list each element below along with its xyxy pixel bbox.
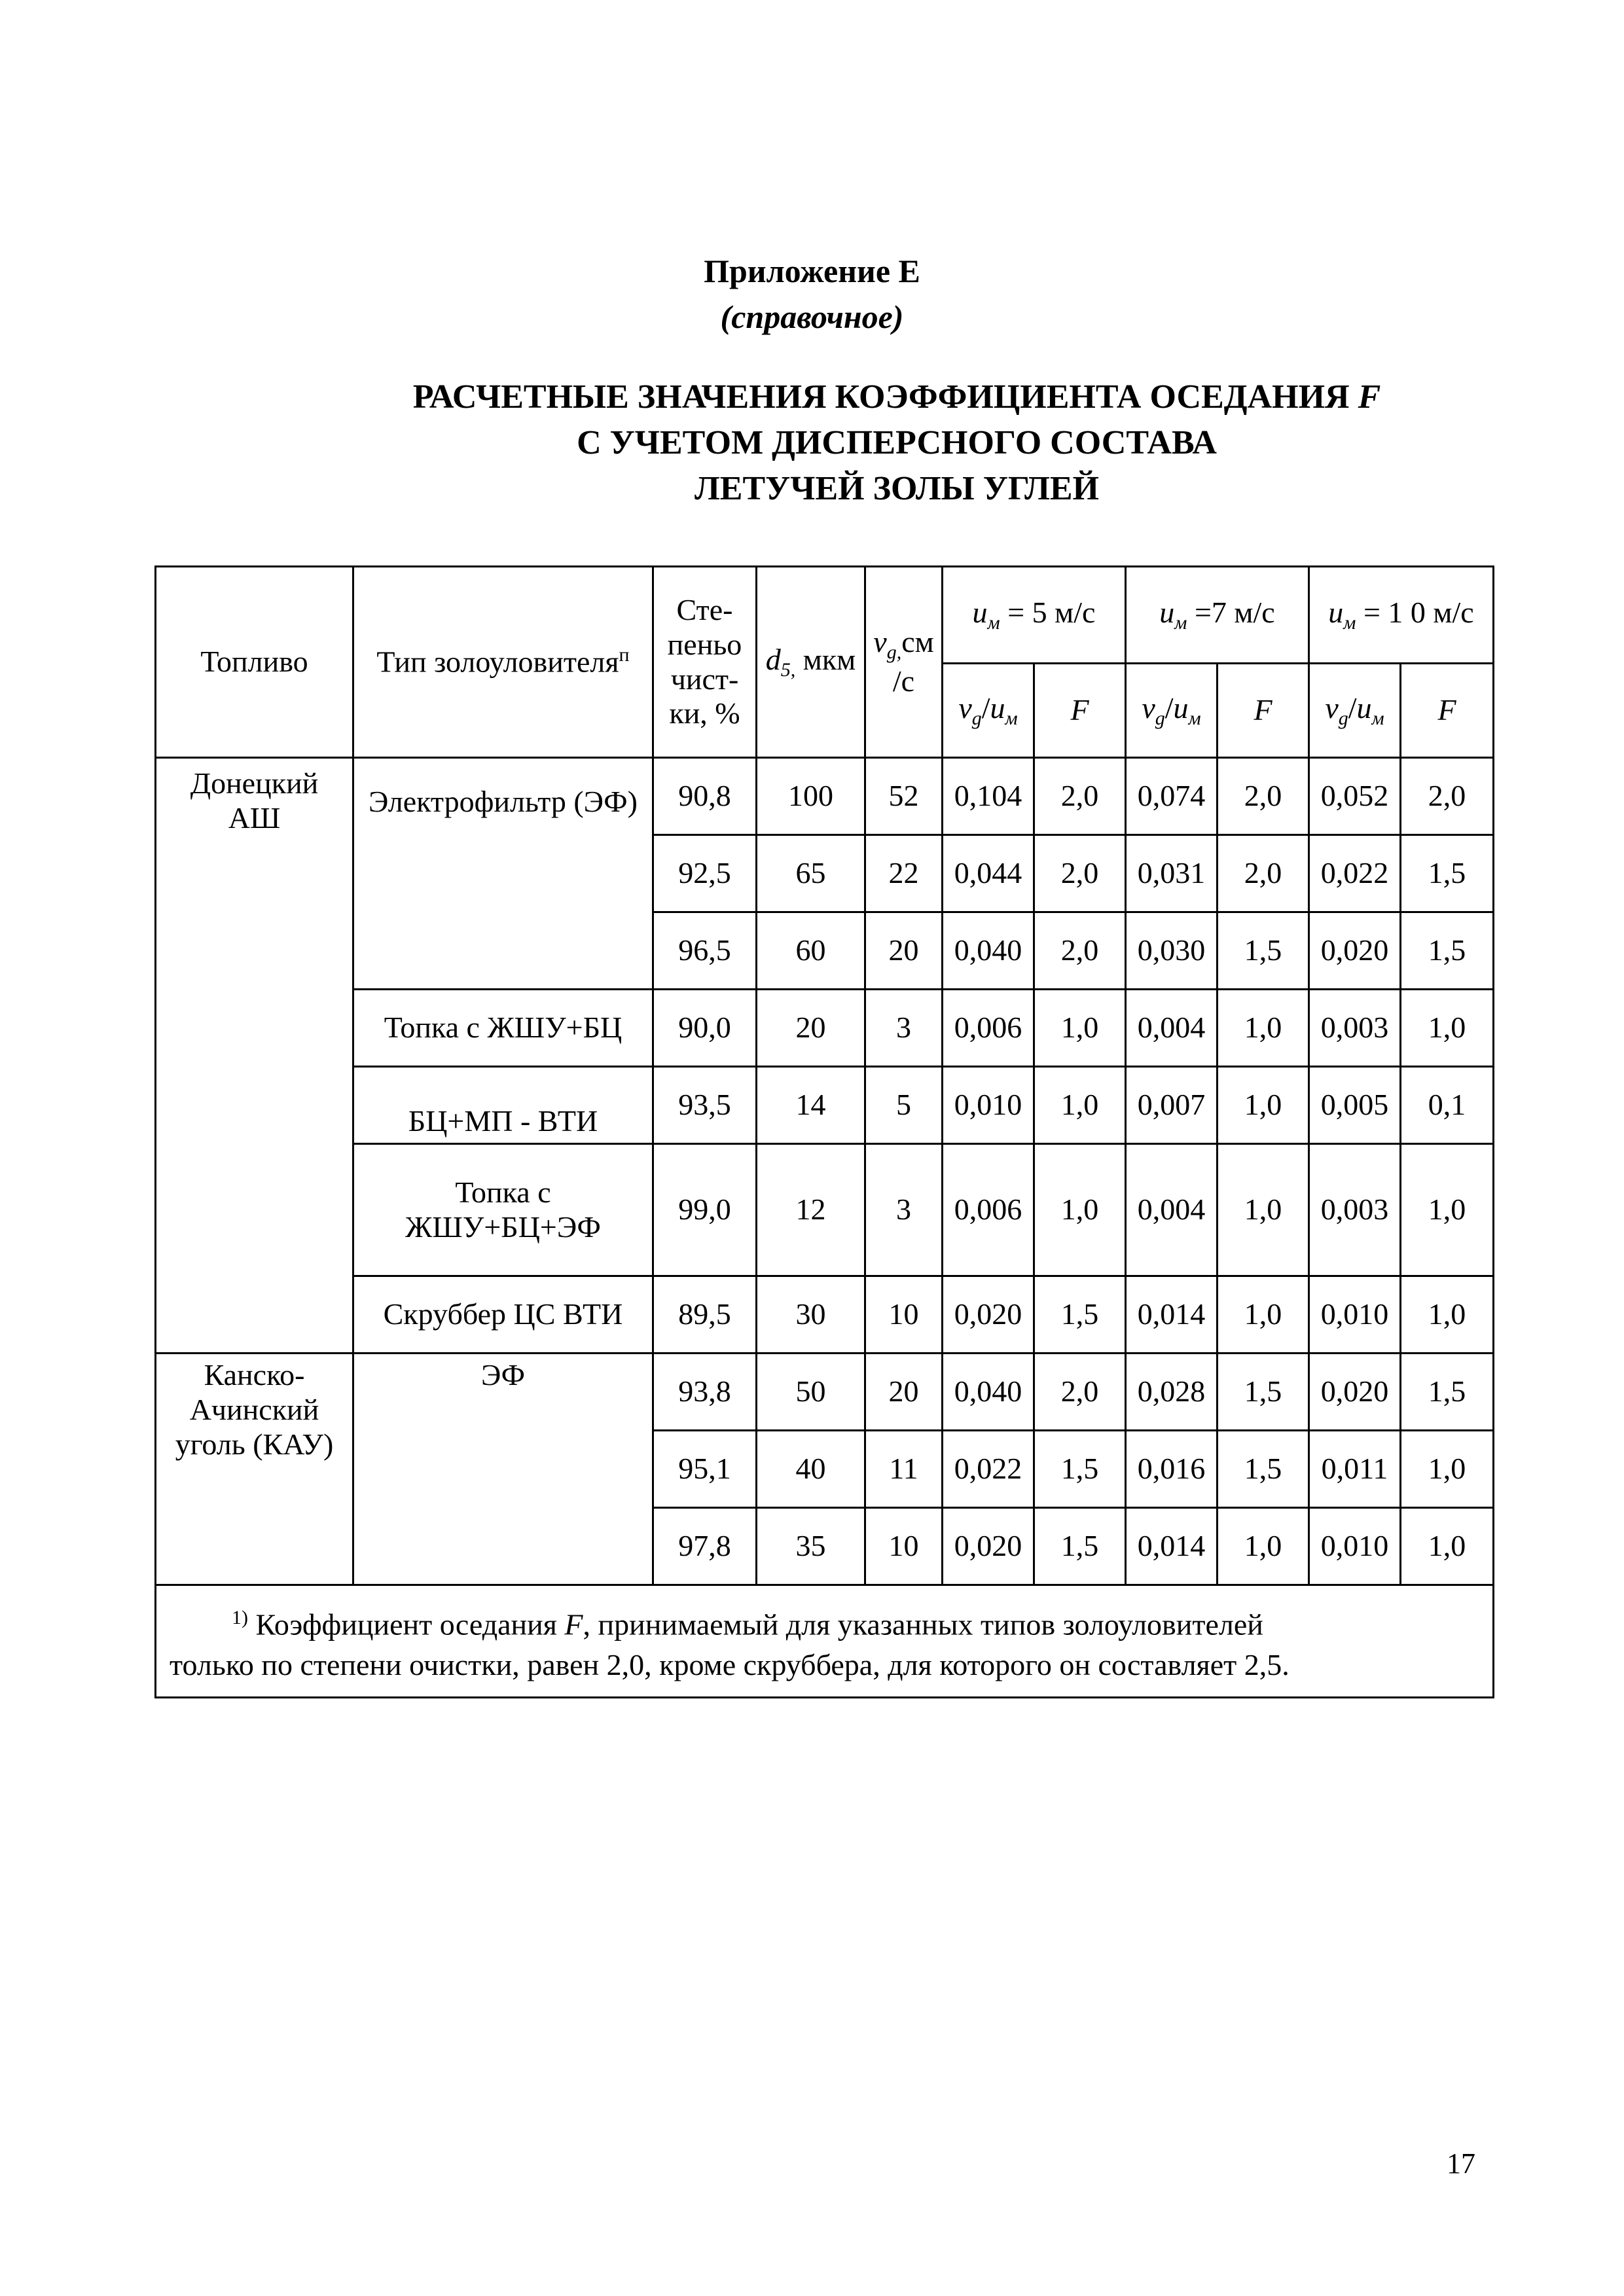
table-row: [156, 1276, 1494, 1354]
cell-d5: 20: [757, 990, 865, 1067]
cell-F-5: 2,0: [1034, 912, 1126, 990]
cell-ratio-5: 0,006: [943, 1144, 1034, 1276]
cell-ratio-5: 0,044: [943, 835, 1034, 912]
cell-F-5: 1,0: [1034, 1067, 1126, 1144]
cell-F-10: 2,0: [1401, 758, 1494, 835]
fuel-donetsk: Донецкий АШ: [156, 758, 353, 1354]
cell-F-7: 1,0: [1218, 1276, 1309, 1354]
header-um-5: $u_м = 5$ м/с: [943, 567, 1126, 664]
cell-ratio-10: 0,003: [1309, 1144, 1401, 1276]
collector-electrofilter: Электрофильтр (ЭФ): [353, 758, 653, 990]
cell-d5: 50: [757, 1354, 865, 1431]
cell-degree: 89,5: [653, 1276, 757, 1354]
cell-F-7: 1,5: [1218, 1431, 1309, 1508]
table-row: [156, 758, 1494, 835]
cell-F-10: 1,0: [1401, 1508, 1494, 1585]
cell-ratio-10: 0,003: [1309, 990, 1401, 1067]
cell-F-7: 1,0: [1218, 1067, 1309, 1144]
cell-degree: 93,8: [653, 1354, 757, 1431]
cell-F-5: 2,0: [1034, 758, 1126, 835]
cell-F-5: 1,0: [1034, 1144, 1126, 1276]
cell-vg: 20: [865, 1354, 943, 1431]
cell-F-10: 1,5: [1401, 912, 1494, 990]
cell-F-10: 1,0: [1401, 990, 1494, 1067]
cell-F-5: 1,5: [1034, 1508, 1126, 1585]
header-ratio: $v_g/u_м$: [1126, 664, 1218, 758]
cell-ratio-5: 0,040: [943, 912, 1034, 990]
cell-ratio-10: 0,011: [1309, 1431, 1401, 1508]
header-vg: $v_{g,}см$ /с: [865, 567, 943, 758]
cell-F-7: 2,0: [1218, 758, 1309, 835]
cell-ratio-5: 0,006: [943, 990, 1034, 1067]
cell-degree: 92,5: [653, 835, 757, 912]
settling-coefficient-table: [154, 565, 1494, 1698]
cell-vg: 52: [865, 758, 943, 835]
header-F: F: [1401, 664, 1494, 758]
cell-F-7: 1,0: [1218, 1508, 1309, 1585]
cell-F-5: 2,0: [1034, 835, 1126, 912]
cell-d5: 30: [757, 1276, 865, 1354]
cell-ratio-7: 0,074: [1126, 758, 1218, 835]
cell-degree: 90,0: [653, 990, 757, 1067]
cell-F-10: 0,1: [1401, 1067, 1494, 1144]
cell-vg: 11: [865, 1431, 943, 1508]
cell-ratio-7: 0,028: [1126, 1354, 1218, 1431]
table-row: [156, 1144, 1494, 1276]
cell-F-7: 1,0: [1218, 990, 1309, 1067]
cell-F-5: 2,0: [1034, 1354, 1126, 1431]
cell-d5: 14: [757, 1067, 865, 1144]
cell-degree: 93,5: [653, 1067, 757, 1144]
cell-ratio-5: 0,020: [943, 1508, 1034, 1585]
cell-degree: 96,5: [653, 912, 757, 990]
cell-ratio-10: 0,020: [1309, 912, 1401, 990]
cell-d5: 100: [757, 758, 865, 835]
cell-d5: 40: [757, 1431, 865, 1508]
cell-degree: 95,1: [653, 1431, 757, 1508]
cell-d5: 65: [757, 835, 865, 912]
cell-ratio-10: 0,010: [1309, 1508, 1401, 1585]
cell-vg: 10: [865, 1276, 943, 1354]
collector-scrubber: Скруббер ЦС ВТИ: [353, 1276, 653, 1354]
title-line-3: ЛЕТУЧЕЙ ЗОЛЫ УГЛЕЙ: [695, 470, 1099, 507]
cell-d5: 60: [757, 912, 865, 990]
cell-F-10: 1,5: [1401, 1354, 1494, 1431]
cell-ratio-7: 0,030: [1126, 912, 1218, 990]
header-F: F: [1034, 664, 1126, 758]
cell-ratio-7: 0,004: [1126, 990, 1218, 1067]
cell-ratio-10: 0,020: [1309, 1354, 1401, 1431]
cell-ratio-10: 0,052: [1309, 758, 1401, 835]
cell-vg: 22: [865, 835, 943, 912]
cell-ratio-10: 0,010: [1309, 1276, 1401, 1354]
header-d5: $d_{5,}$ мкм: [757, 567, 865, 758]
cell-vg: 3: [865, 990, 943, 1067]
collector-furnace-bc: Топка с ЖШУ+БЦ: [353, 990, 653, 1067]
cell-ratio-5: 0,040: [943, 1354, 1034, 1431]
cell-ratio-5: 0,010: [943, 1067, 1034, 1144]
header-um-10: $u_м = 1$ 0 м/с: [1309, 567, 1494, 664]
fuel-kau: Канско- Ачинский уголь (КАУ): [156, 1354, 353, 1585]
cell-F-5: 1,5: [1034, 1276, 1126, 1354]
cell-F-10: 1,0: [1401, 1431, 1494, 1508]
cell-d5: 35: [757, 1508, 865, 1585]
collector-furnace-bc-ef: Топка с ЖШУ+БЦ+ЭФ: [353, 1144, 653, 1276]
appendix-label: Приложение Е: [704, 253, 920, 289]
header-fuel: Топливо: [156, 567, 353, 758]
cell-vg: 20: [865, 912, 943, 990]
cell-F-10: 1,5: [1401, 835, 1494, 912]
table-row: [156, 1067, 1494, 1144]
cell-degree: 97,8: [653, 1508, 757, 1585]
collector-bc-mp-vti: БЦ+МП - ВТИ: [353, 1067, 653, 1144]
cell-d5: 12: [757, 1144, 865, 1276]
cell-ratio-7: 0,014: [1126, 1508, 1218, 1585]
cell-ratio-10: 0,005: [1309, 1067, 1401, 1144]
collector-ef: ЭФ: [353, 1354, 653, 1585]
cell-ratio-7: 0,007: [1126, 1067, 1218, 1144]
title-line-2: С УЧЕТОМ ДИСПЕРСНОГО СОСТАВА: [577, 424, 1217, 461]
cell-F-10: 1,0: [1401, 1144, 1494, 1276]
cell-ratio-5: 0,022: [943, 1431, 1034, 1508]
cell-ratio-7: 0,004: [1126, 1144, 1218, 1276]
reference-label: (справочное): [720, 298, 904, 335]
header-um-7: $u_м =7$ м/с: [1126, 567, 1309, 664]
cell-ratio-10: 0,022: [1309, 835, 1401, 912]
header-ratio: $v_g/u_м$: [1309, 664, 1401, 758]
cell-F-7: 1,0: [1218, 1144, 1309, 1276]
header-F: F: [1218, 664, 1309, 758]
title-line-1: РАСЧЕТНЫЕ ЗНАЧЕНИЯ КОЭФФИЦИЕНТА ОСЕДАНИЯ F: [412, 378, 1381, 416]
cell-ratio-5: 0,104: [943, 758, 1034, 835]
cell-F-5: 1,0: [1034, 990, 1126, 1067]
header-ratio: $v_g/u_м$: [943, 664, 1034, 758]
table-row: [156, 1354, 1494, 1431]
cell-ratio-5: 0,020: [943, 1276, 1034, 1354]
cell-ratio-7: 0,031: [1126, 835, 1218, 912]
cell-F-7: 1,5: [1218, 1354, 1309, 1431]
cell-vg: 3: [865, 1144, 943, 1276]
cell-ratio-7: 0,016: [1126, 1431, 1218, 1508]
header-collector-type: Тип золоуловителя$^п$: [353, 567, 653, 758]
page-number: 17: [1447, 2147, 1475, 2179]
cell-F-7: 1,5: [1218, 912, 1309, 990]
document-title: [353, 374, 1440, 512]
cell-vg: 10: [865, 1508, 943, 1585]
cell-degree: 99,0: [653, 1144, 757, 1276]
table-row: [156, 990, 1494, 1067]
cell-F-7: 2,0: [1218, 835, 1309, 912]
cell-degree: 90,8: [653, 758, 757, 835]
table-footnote: $^{1)}$ Коэффициент оседания F, принимаемый для указанных типов золоуловителей только по степени очистки, равен 2,0, кроме скруббера, для которого он составляет 2,5.: [156, 1585, 1494, 1698]
cell-vg: 5: [865, 1067, 943, 1144]
cell-ratio-7: 0,014: [1126, 1276, 1218, 1354]
header-cleaning-degree: Сте- пеньо чист- ки, %: [653, 567, 757, 758]
cell-F-5: 1,5: [1034, 1431, 1126, 1508]
cell-F-10: 1,0: [1401, 1276, 1494, 1354]
